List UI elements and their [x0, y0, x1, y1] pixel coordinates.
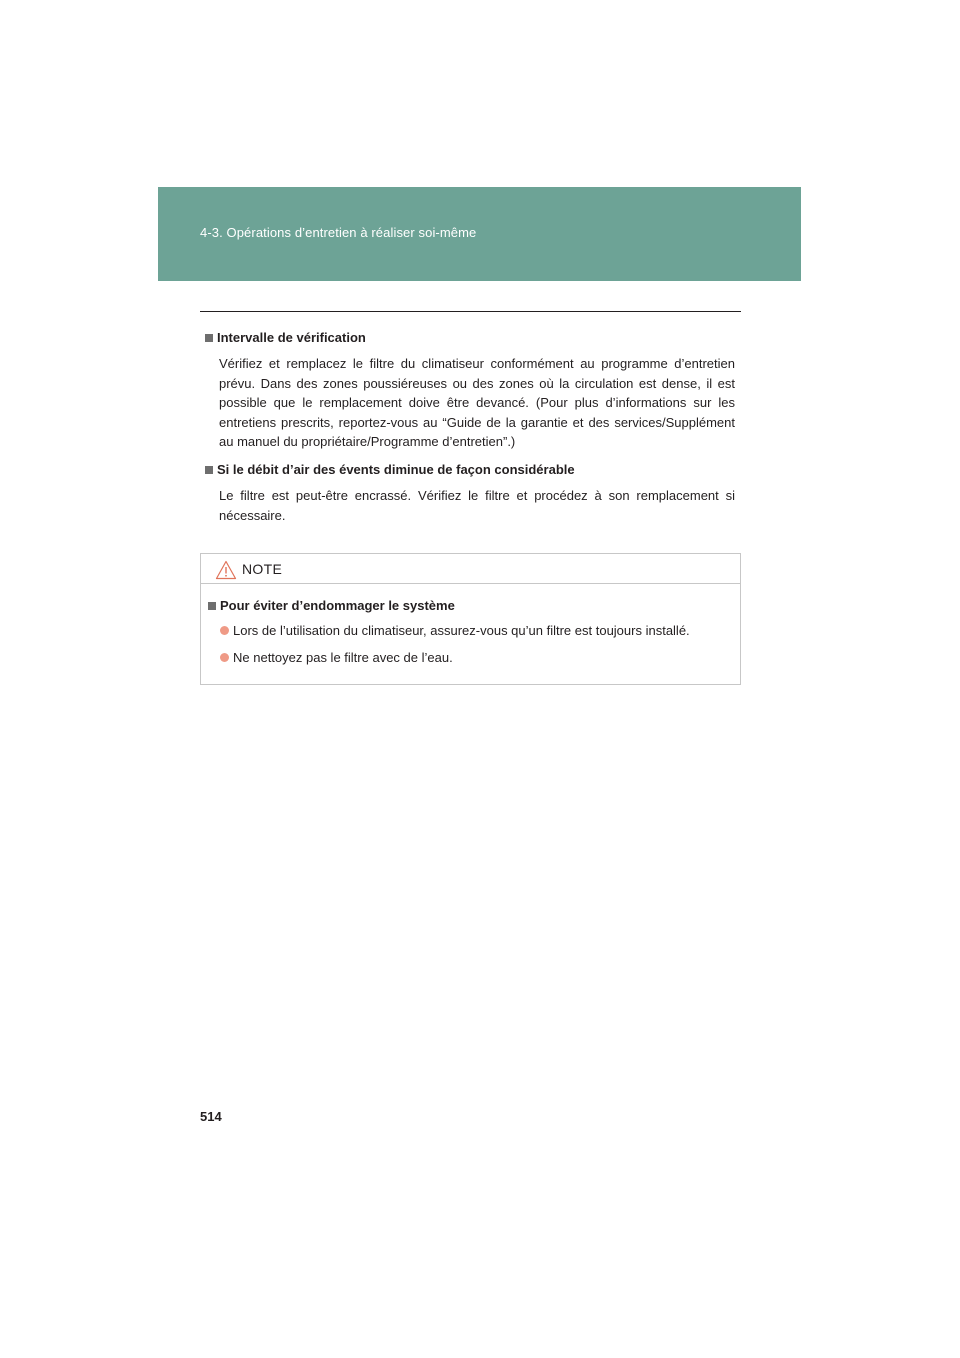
section-heading-text: Intervalle de vérification — [217, 330, 366, 345]
section-heading — [205, 328, 741, 348]
section-heading-text: Si le débit d’air des évents diminue de façon considérable — [217, 461, 575, 477]
note-item-text: Ne nettoyez pas le filtre avec de l’eau. — [233, 650, 453, 665]
note-heading — [208, 598, 455, 613]
section-check-interval — [200, 328, 741, 452]
note-box — [200, 553, 741, 685]
note-item — [220, 623, 690, 638]
note-heading-text: Pour éviter d’endommager le système — [220, 598, 455, 613]
round-bullet-icon — [220, 626, 229, 635]
note-header — [201, 554, 740, 584]
square-bullet-icon — [205, 466, 213, 474]
section-body: Vérifiez et remplacez le filtre du climatiseur conformément au programme d’entretien prévu. Dans des zones poussiéreuses ou des zones où la circulation est dense, il est possible que le remplacement doive être devancé. (Pour plus d’informations sur les entretiens prescrits, reportez-vous au “Guide de la garantie et des services/Supplément au manuel du propriétaire/Programme d’entretien”.) — [219, 356, 735, 450]
note-title: NOTE — [242, 561, 283, 577]
warning-triangle-icon — [215, 560, 237, 580]
chapter-header-band — [158, 187, 801, 281]
section-airflow-decrease — [200, 460, 741, 525]
note-item-text: Lors de l’utilisation du climatiseur, assurez-vous qu’un filtre est toujours installé. — [233, 623, 690, 638]
section-body: Le filtre est peut-être encrassé. Vérifiez le filtre et procédez à son remplacement si nécessaire. — [219, 487, 735, 523]
chapter-title: 4-3. Opérations d’entretien à réaliser soi-même — [200, 225, 477, 240]
top-divider — [200, 311, 741, 312]
page-number: 514 — [200, 1109, 222, 1124]
main-content — [200, 328, 741, 533]
note-item — [220, 650, 453, 665]
round-bullet-icon — [220, 653, 229, 662]
square-bullet-icon — [208, 602, 216, 610]
section-heading — [205, 460, 741, 480]
square-bullet-icon — [205, 334, 213, 342]
